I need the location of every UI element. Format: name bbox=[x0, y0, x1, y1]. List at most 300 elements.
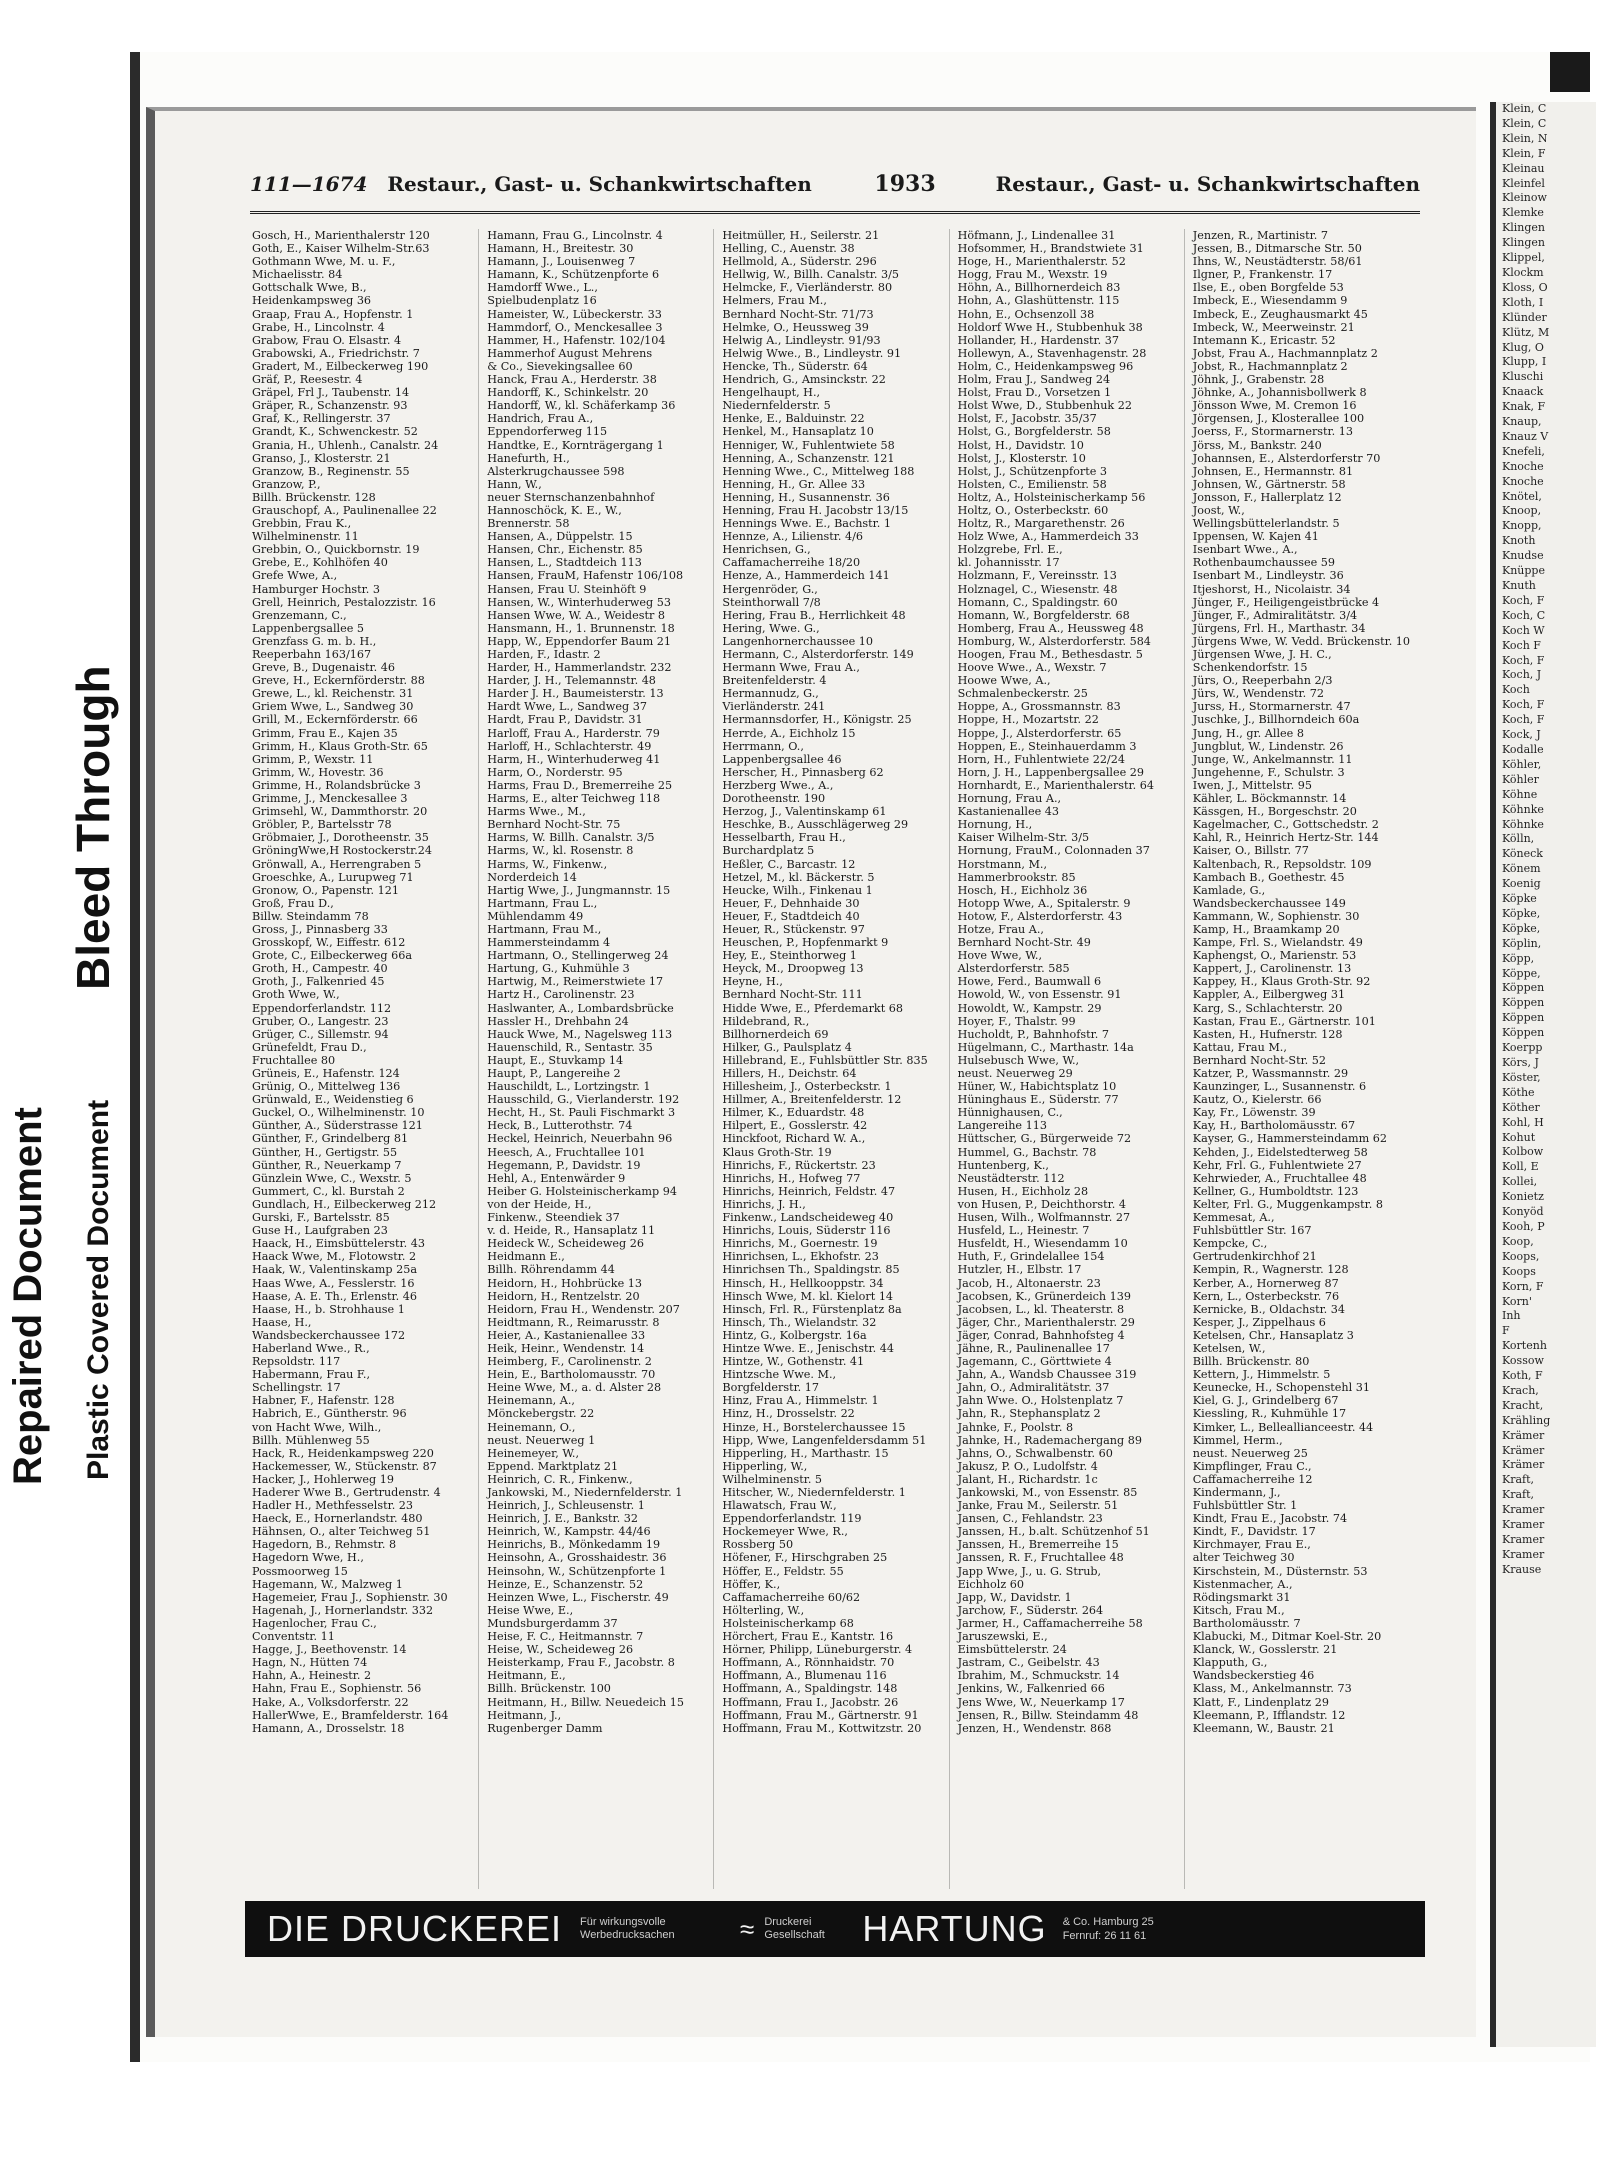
directory-entry: Hartung, G., Kuhmühle 3 bbox=[487, 962, 630, 976]
directory-entry: Hahn, A., Heinestr. 2 bbox=[252, 1669, 372, 1683]
directory-entry: v. d. Heide, R., Hansaplatz 11 bbox=[487, 1224, 656, 1238]
directory-entry: Klanck, W., Gosslerstr. 21 bbox=[1192, 1643, 1338, 1657]
directory-entry: Grimme, J., Menckesallee 3 bbox=[252, 792, 408, 806]
column-5 bbox=[1191, 229, 1420, 1889]
directory-entry: Iwen, J., Mittelstr. 95 bbox=[1192, 778, 1312, 792]
directory-entry: Jankowski, M., Niedernfelderstr. 1 bbox=[487, 1486, 683, 1499]
directory-entry: Wellingsbüttelerlandstr. 5 bbox=[1192, 517, 1340, 531]
directory-entry: Heinrich, W., Kampstr. 44/46 bbox=[487, 1525, 651, 1539]
directory-entry: Kappert, J., Carolinenstr. 13 bbox=[1192, 962, 1352, 976]
directory-entry: Holz Wwe, A., Hammerdeich 33 bbox=[957, 530, 1139, 544]
next-page-entry: Könem bbox=[1502, 862, 1541, 876]
directory-entry: Hogg, Frau M., Wexstr. 19 bbox=[957, 268, 1108, 282]
next-page-entry: Kolbow bbox=[1502, 1145, 1544, 1159]
directory-entry: kl. Johannisstr. 17 bbox=[957, 556, 1060, 570]
directory-entry: & Co., Sievekingsallee 60 bbox=[487, 359, 633, 373]
directory-entry: Gosch, H., Marienthalerstr 120 bbox=[252, 229, 430, 242]
next-page-edge bbox=[1490, 102, 1596, 2047]
repaired-document-label: Repaired Document bbox=[6, 1107, 50, 1485]
directory-entry: Bernhard Nocht-Str. 49 bbox=[957, 936, 1091, 950]
directory-entry: Billh. Brückenstr. 100 bbox=[487, 1682, 611, 1696]
directory-entry: Hammerbrookstr. 85 bbox=[957, 870, 1076, 884]
next-page-entry: Knaup, bbox=[1502, 415, 1542, 429]
directory-entry: Hey, E., Steinthorweg 1 bbox=[722, 949, 857, 963]
directory-entry: Itjeshorst, H., Nicolaistr. 34 bbox=[1192, 582, 1351, 596]
directory-entry: Herzog, J., Valentinskamp 61 bbox=[722, 805, 887, 819]
directory-entry: Repsoldstr. 117 bbox=[252, 1355, 341, 1369]
directory-entry: Hansmann, H., 1. Brunnenstr. 18 bbox=[487, 621, 675, 635]
next-page-entry: Köppen bbox=[1502, 981, 1545, 995]
directory-entry: Hornung, FrauM., Colonnaden 37 bbox=[957, 844, 1150, 858]
directory-entry: Helmers, Frau M., bbox=[722, 294, 827, 308]
directory-entry: Hinrichsen, L., Ekhofstr. 23 bbox=[722, 1250, 879, 1264]
directory-entry: Hintzsche Wwe. M., bbox=[722, 1368, 837, 1382]
ad-address: & Co. Hamburg 25 bbox=[1062, 1916, 1154, 1928]
directory-entry: Jörss, M., Bankstr. 240 bbox=[1192, 438, 1322, 452]
directory-entry: Jarmer, H., Caffamacherreihe 58 bbox=[957, 1616, 1143, 1630]
directory-entry: Jünger, F., Admiralitätstr. 3/4 bbox=[1192, 608, 1358, 622]
directory-entry: Norderdeich 14 bbox=[487, 870, 577, 884]
directory-entry: Grosskopf, W., Eiffestr. 612 bbox=[252, 936, 406, 950]
directory-entry: Kammann, W., Sophienstr. 30 bbox=[1192, 909, 1360, 923]
directory-entry: Heitmann, H., Billw. Neuedeich 15 bbox=[487, 1695, 685, 1709]
directory-entry: Kayser, G., Hammersteindamm 62 bbox=[1192, 1132, 1388, 1146]
directory-entry: Groß, Frau D., bbox=[252, 896, 334, 910]
directory-entry: Haack, H., Eimsbüttelerstr. 43 bbox=[252, 1237, 426, 1251]
directory-entry: Hammdorf, O., Menckesallee 3 bbox=[487, 320, 663, 334]
directory-entry: Griem Wwe, L., Sandweg 30 bbox=[252, 700, 414, 714]
directory-entry: Husfeld, L., Heinestr. 7 bbox=[957, 1224, 1090, 1238]
directory-entry: Jürgens Wwe, W. Vedd. Brückenstr. 10 bbox=[1192, 634, 1411, 648]
directory-entry: Hardt, Frau P., Davidstr. 31 bbox=[487, 713, 643, 727]
directory-entry: Heitmann, E., bbox=[487, 1669, 566, 1683]
directory-entry: Jenzen, H., Wendenstr. 868 bbox=[957, 1721, 1112, 1735]
directory-entry: Jacobsen, K., Grünerdeich 139 bbox=[957, 1289, 1132, 1303]
directory-entry: Hörchert, Frau E., Kantstr. 16 bbox=[722, 1630, 894, 1644]
directory-entry: Bernhard Nocht-Str. 52 bbox=[1192, 1053, 1327, 1067]
directory-entry: Hammerhof August Mehrens bbox=[487, 346, 653, 360]
directory-entry: Ihns, W., Neustädterstr. 58/61 bbox=[1192, 255, 1363, 269]
directory-entry: Haslwanter, A., Lombardsbrücke bbox=[487, 1001, 674, 1015]
directory-entry: Haupt, E., Stuvkamp 14 bbox=[487, 1053, 624, 1067]
directory-entry: Eichholz 60 bbox=[957, 1577, 1025, 1591]
directory-entry: Billh. Brückenstr. 80 bbox=[1192, 1355, 1310, 1369]
directory-entry: Kempcke, C., bbox=[1192, 1237, 1268, 1251]
directory-entry: Haeck, E., Hornerlandstr. 480 bbox=[252, 1512, 423, 1526]
directory-entry: Joost, W., bbox=[1192, 503, 1245, 517]
directory-entry: Ibrahim, M., Schmuckstr. 14 bbox=[957, 1669, 1120, 1683]
directory-entry: Hidde Wwe, E., Pferdemarkt 68 bbox=[722, 1001, 903, 1015]
directory-entry: Karg, S., Schlachterstr. 20 bbox=[1192, 1001, 1343, 1015]
directory-entry: Bernhard Nocht-Str. 71/73 bbox=[722, 307, 874, 321]
directory-entry: Harloff, H., Schlachterstr. 49 bbox=[487, 739, 652, 753]
next-page-entry: Köppe, bbox=[1502, 966, 1541, 980]
directory-entry: Hartig Wwe, J., Jungmannstr. 15 bbox=[487, 883, 671, 897]
directory-entry: Grimm, Frau E., Kajen 35 bbox=[252, 726, 398, 740]
directory-entry: Jensen, R., Billw. Steindamm 48 bbox=[957, 1708, 1139, 1722]
directory-entry: Harloff, Frau A., Harderstr. 79 bbox=[487, 726, 660, 740]
directory-entry: Hammer, H., Hafenstr. 102/104 bbox=[487, 333, 666, 347]
directory-entry: Groth, H., Campestr. 40 bbox=[252, 962, 388, 976]
next-page-entry: Kollei, bbox=[1502, 1175, 1538, 1189]
directory-entry: Jäger, Chr., Marienthalerstr. 29 bbox=[957, 1315, 1135, 1329]
directory-entry: Johnsen, E., Hermannstr. 81 bbox=[1192, 464, 1354, 478]
directory-entry: Heidorn, Frau H., Wendenstr. 207 bbox=[487, 1302, 680, 1316]
next-page-entry: Köplin, bbox=[1502, 936, 1542, 950]
scan-corner-block bbox=[1550, 52, 1590, 92]
next-page-entry: Knoth bbox=[1502, 534, 1536, 548]
directory-entry: Howoldt, W., Kampstr. 29 bbox=[957, 1001, 1102, 1015]
directory-entry: Heinemann, A., bbox=[487, 1394, 575, 1408]
directory-entry: Henniger, W., Fuhlentwiete 58 bbox=[722, 438, 895, 452]
directory-entry: Hamann, J., Louisenweg 7 bbox=[487, 255, 636, 269]
directory-entry: Heinrichs, B., Mönkedamm 19 bbox=[487, 1538, 661, 1552]
directory-entry: Gräf, P., Reesestr. 4 bbox=[252, 373, 363, 387]
directory-entry: Hillebrand, E., Fuhlsbüttler Str. 835 bbox=[722, 1053, 928, 1067]
directory-entry: Hamann, K., Schützenpforte 6 bbox=[487, 268, 660, 282]
directory-entry: Haase, H., b. Strohhause 1 bbox=[252, 1302, 405, 1316]
directory-entry: Hoyer, F., Thalstr. 99 bbox=[957, 1014, 1076, 1028]
next-page-entry: Kramer bbox=[1502, 1503, 1545, 1517]
directory-entry: Schellingstr. 17 bbox=[252, 1381, 341, 1395]
directory-entry: Kamlade, G., bbox=[1192, 883, 1266, 897]
next-page-entry: Koll, E bbox=[1502, 1160, 1539, 1174]
directory-entry: Hahn, Frau E., Sophienstr. 56 bbox=[252, 1682, 422, 1696]
plastic-covered-label: Plastic Covered Document bbox=[82, 1099, 115, 1480]
directory-entry: Hoppe, A., Grossmannstr. 83 bbox=[957, 700, 1121, 714]
directory-entry: Hinrichsen Th., Spaldingstr. 85 bbox=[722, 1263, 900, 1277]
directory-entry: Fuhlsbüttler Str. 1 bbox=[1192, 1499, 1298, 1513]
ad-gesellschaft: Druckerei Gesellschaft bbox=[764, 1916, 825, 1941]
directory-columns bbox=[250, 229, 1420, 1889]
directory-entry: Hotow, F., Alsterdorferstr. 43 bbox=[957, 909, 1123, 923]
directory-page bbox=[146, 107, 1476, 2037]
directory-entry: Hoge, H., Marienthalerstr. 52 bbox=[957, 255, 1126, 269]
left-title: Restaur., Gast- u. Schankwirtschaften bbox=[387, 172, 812, 196]
directory-entry: Jahn, O., Admiralitätstr. 37 bbox=[957, 1381, 1110, 1395]
directory-entry: Hinsch, Th., Wielandstr. 32 bbox=[722, 1315, 877, 1329]
directory-entry: Hinrichs, J. H., bbox=[722, 1197, 806, 1211]
next-page-entry: Klingen bbox=[1502, 221, 1545, 235]
directory-entry: Klapputh, G., bbox=[1192, 1656, 1268, 1670]
directory-entry: Hoove Wwe., A., Wexstr. 7 bbox=[957, 661, 1107, 675]
directory-entry: Brennerstr. 58 bbox=[487, 517, 570, 531]
next-page-entry: Kooh, P bbox=[1502, 1219, 1545, 1233]
directory-entry: Grauschopf, A., Paulinenallee 22 bbox=[252, 503, 437, 517]
directory-entry: Howold, W., von Essenstr. 91 bbox=[957, 988, 1122, 1002]
next-page-entry: Klütz, M bbox=[1502, 325, 1550, 339]
directory-entry: Husen, Wilh., Wolfmannstr. 27 bbox=[957, 1211, 1131, 1225]
directory-entry: Harms, W., Finkenw., bbox=[487, 857, 608, 871]
directory-entry: Höhn, A., Billhornerdeich 83 bbox=[957, 281, 1121, 295]
directory-entry: Finkenw., Steendiek 37 bbox=[487, 1211, 620, 1225]
directory-entry: Jacob, H., Altonaerstr. 23 bbox=[957, 1276, 1101, 1290]
directory-entry: Imbeck, E., Wiesendamm 9 bbox=[1192, 294, 1348, 308]
directory-entry: Ippensen, W. Kajen 41 bbox=[1192, 530, 1319, 544]
directory-entry: Jungblut, W., Lindenstr. 26 bbox=[1192, 739, 1344, 753]
directory-entry: Hoffmann, Frau M., Kottwitzstr. 20 bbox=[722, 1721, 922, 1735]
directory-entry: Jahn Wwe. O., Holstenplatz 7 bbox=[957, 1394, 1124, 1408]
directory-entry: Grenzemann, C., bbox=[252, 608, 347, 622]
directory-entry: Jenzen, R., Martinistr. 7 bbox=[1192, 229, 1328, 242]
directory-entry: Kambach B., Goethestr. 45 bbox=[1192, 870, 1345, 884]
directory-entry: Hartmann, Frau L., bbox=[487, 896, 598, 910]
next-page-entry: Knüppe bbox=[1502, 564, 1545, 578]
directory-entry: Hellwig, W., Billh. Canalstr. 3/5 bbox=[722, 268, 899, 282]
directory-entry: Mundsburgerdamm 37 bbox=[487, 1616, 618, 1630]
directory-entry: Hohn, A., Glashüttenstr. 115 bbox=[957, 294, 1120, 308]
directory-entry: Hölterling, W., bbox=[722, 1603, 805, 1617]
directory-entry: Hehl, A., Entenwärder 9 bbox=[487, 1171, 626, 1185]
directory-entry: Hotze, Frau A., bbox=[957, 922, 1044, 936]
directory-entry: Hendrich, G., Amsinckstr. 22 bbox=[722, 373, 886, 387]
next-page-entry: Knefeli, bbox=[1502, 444, 1545, 458]
directory-entry: Hinsch Wwe, M. kl. Kielort 14 bbox=[722, 1289, 894, 1303]
directory-entry: Junge, W., Ankelmannstr. 11 bbox=[1192, 752, 1353, 766]
directory-entry: Kitsch, Frau M., bbox=[1192, 1603, 1285, 1617]
directory-entry: Hinz, Frau A., Himmelstr. 1 bbox=[722, 1394, 879, 1408]
directory-entry: Grünefeldt, Frau D., bbox=[252, 1040, 367, 1054]
directory-entry: Ilgner, P., Frankenstr. 17 bbox=[1192, 268, 1333, 282]
directory-entry: Kasten, H., Hufnerstr. 128 bbox=[1192, 1027, 1343, 1041]
directory-entry: Grabe, H., Lincolnstr. 4 bbox=[252, 320, 385, 334]
directory-entry: Haak, W., Valentinskamp 25a bbox=[252, 1263, 418, 1277]
directory-entry: Kelter, Frl. G., Muggenkampstr. 8 bbox=[1192, 1197, 1384, 1211]
directory-entry: Gruber, O., Langestr. 23 bbox=[252, 1014, 389, 1028]
directory-entry: Hansen, FrauM, Hafenstr 106/108 bbox=[487, 569, 684, 583]
directory-entry: Mühlendamm 49 bbox=[487, 909, 584, 923]
directory-entry: Kay, Fr., Löwenstr. 39 bbox=[1192, 1106, 1316, 1120]
next-page-entry: Koch, F bbox=[1502, 653, 1545, 667]
directory-entry: Hinrichs, H., Hofweg 77 bbox=[722, 1171, 861, 1185]
directory-entry: Gothmann Wwe, M. u. F., bbox=[252, 255, 396, 269]
next-page-entry: Knoop, bbox=[1502, 504, 1542, 518]
directory-entry: Hagemeier, Frau J., Sophienstr. 30 bbox=[252, 1590, 448, 1604]
directory-entry: Heuer, F., Stadtdeich 40 bbox=[722, 909, 860, 923]
directory-entry: Wandsbeckerchaussee 172 bbox=[252, 1328, 406, 1342]
directory-entry: Hellmold, A., Süderstr. 296 bbox=[722, 255, 877, 269]
directory-entry: Holst, G., Borgfelderstr. 58 bbox=[957, 425, 1111, 439]
directory-entry: Hansen, Chr., Eichenstr. 85 bbox=[487, 543, 643, 557]
directory-entry: Hinckfoot, Richard W. A., bbox=[722, 1132, 866, 1146]
directory-entry: Holdorf Wwe H., Stubbenhuk 38 bbox=[957, 320, 1143, 334]
directory-entry: Gurski, F., Bartelsstr. 85 bbox=[252, 1211, 390, 1225]
directory-entry: Heinsohn, W., Schützenpforte 1 bbox=[487, 1564, 667, 1578]
directory-entry: Billh. Brückenstr. 128 bbox=[252, 490, 376, 504]
directory-entry: Horn, J. H., Lappenbergsallee 29 bbox=[957, 765, 1145, 779]
next-page-entry: Koch bbox=[1502, 683, 1530, 697]
directory-entry: Holznagel, C., Wiesenstr. 48 bbox=[957, 582, 1118, 596]
directory-entry: Hornung, H., bbox=[957, 818, 1033, 832]
directory-entry: Jahn, A., Wandsb Chaussee 319 bbox=[957, 1368, 1137, 1382]
directory-entry: Henkel, M., Hansaplatz 10 bbox=[722, 425, 874, 439]
next-page-entry: F bbox=[1502, 1324, 1510, 1338]
directory-entry: Hagedorn Wwe, H., bbox=[252, 1551, 364, 1565]
next-page-entry: Krähling bbox=[1502, 1413, 1551, 1427]
directory-entry: Heitmüller, H., Seilerstr. 21 bbox=[722, 229, 880, 242]
directory-entry: Heier, A., Kastanienallee 33 bbox=[487, 1328, 646, 1342]
directory-entry: Günther, A., Süderstrasse 121 bbox=[252, 1119, 423, 1133]
directory-entry: Grüger, C., Sillemstr. 94 bbox=[252, 1027, 389, 1041]
directory-entry: Kattau, Frau M., bbox=[1192, 1040, 1287, 1054]
directory-entry: Groeschke, A., Lurupweg 71 bbox=[252, 870, 414, 884]
directory-entry: Haack Wwe, M., Flotowstr. 2 bbox=[252, 1250, 417, 1264]
directory-entry: Fuhlsbüttler Str. 167 bbox=[1192, 1224, 1312, 1238]
directory-entry: Jenkins, W., Falkenried 66 bbox=[957, 1682, 1105, 1696]
directory-entry: Horstmann, M., bbox=[957, 857, 1048, 871]
directory-entry: Kiessling, R., Kuhmühle 17 bbox=[1192, 1407, 1347, 1421]
directory-entry: Heimberg, F., Carolinenstr. 2 bbox=[487, 1355, 652, 1369]
directory-entry: Homburg, W., Alsterdorferstr. 584 bbox=[957, 634, 1151, 648]
directory-entry: Heinzen Wwe, L., Fischerstr. 49 bbox=[487, 1590, 669, 1604]
directory-entry: Kimpflinger, Frau C., bbox=[1192, 1459, 1312, 1473]
directory-entry: Kähler, L. Böckmannstr. 14 bbox=[1192, 792, 1347, 806]
directory-entry: Ketelsen, W., bbox=[1192, 1341, 1266, 1355]
next-page-entry: Krämer bbox=[1502, 1458, 1545, 1472]
directory-entry: Gross, J., Pinnasberg 33 bbox=[252, 922, 388, 936]
directory-entry: Hummel, G., Bachstr. 78 bbox=[957, 1145, 1097, 1159]
directory-entry: Hoffmann, Frau M., Gärtnerstr. 91 bbox=[722, 1708, 919, 1722]
directory-entry: Billh. Mühlenweg 55 bbox=[252, 1433, 370, 1447]
directory-entry: Hornung, Frau A., bbox=[957, 792, 1062, 806]
directory-entry: Hüttscher, G., Bürgerweide 72 bbox=[957, 1132, 1132, 1146]
wave-logo-icon: ≈ bbox=[740, 1913, 755, 1944]
directory-entry: Jahnke, H., Rademachergang 89 bbox=[957, 1433, 1142, 1447]
directory-entry: Hering, Frau B., Herrlichkeit 48 bbox=[722, 608, 906, 622]
directory-entry: Harder, J. H., Telemannstr. 48 bbox=[487, 674, 656, 688]
directory-entry: Hein, E., Bartholomausstr. 70 bbox=[487, 1368, 656, 1382]
directory-entry: Harder J. H., Baumeisterstr. 13 bbox=[487, 687, 664, 701]
directory-entry: Hegemann, P., Davidstr. 19 bbox=[487, 1158, 641, 1172]
directory-entry: Kindt, F., Davidstr. 17 bbox=[1192, 1525, 1316, 1539]
directory-entry: Keunecke, H., Schopenstehl 31 bbox=[1192, 1381, 1370, 1395]
directory-entry: Grüneis, E., Hafenstr. 124 bbox=[252, 1067, 400, 1080]
directory-entry: Holzmann, F., Vereinsstr. 13 bbox=[957, 569, 1117, 583]
directory-entry: Klaus Groth-Str. 19 bbox=[722, 1145, 832, 1159]
directory-entry: Kaiser Wilhelm-Str. 3/5 bbox=[957, 831, 1090, 845]
directory-entry: Possmoorweg 15 bbox=[252, 1564, 348, 1578]
directory-entry: Goth, E., Kaiser Wilhelm-Str.63 bbox=[252, 242, 430, 256]
next-page-entry: Kock, J bbox=[1502, 728, 1541, 742]
directory-entry: Heucke, Wilh., Finkenau 1 bbox=[722, 883, 873, 897]
directory-entry: Hinrichs, F., Rückertstr. 23 bbox=[722, 1158, 876, 1172]
next-page-entry: Kohl, H bbox=[1502, 1115, 1544, 1129]
directory-entry: Herscher, H., Pinnasberg 62 bbox=[722, 765, 884, 779]
directory-entry: Heinemann, O., bbox=[487, 1420, 576, 1434]
directory-entry: Billh. Röhrendamm 44 bbox=[487, 1263, 615, 1277]
directory-entry: Jünger, F., Heiligengeistbrücke 4 bbox=[1192, 595, 1380, 609]
directory-entry: Henke, E., Balduinstr. 22 bbox=[722, 412, 865, 426]
directory-entry: Hörner, Philipp, Lüneburgerstr. 4 bbox=[722, 1643, 913, 1657]
next-page-entry: Köppen bbox=[1502, 1026, 1545, 1040]
directory-entry: Grebe, E., Kohlhöfen 40 bbox=[252, 556, 388, 570]
directory-entry: Steinthorwall 7/8 bbox=[722, 595, 821, 609]
directory-entry: Holtz, O., Osterbeckstr. 60 bbox=[957, 503, 1109, 517]
directory-entry: Jahn, R., Stephansplatz 2 bbox=[957, 1407, 1101, 1421]
next-page-entry: Körs, J bbox=[1502, 1056, 1539, 1069]
next-page-entry: Kramer bbox=[1502, 1518, 1545, 1532]
directory-entry: Hannoschöck, K. E., W., bbox=[487, 503, 622, 517]
directory-entry: Eimsbüttelerstr. 24 bbox=[957, 1643, 1067, 1657]
directory-entry: Heinze, E., Schanzenstr. 52 bbox=[487, 1577, 644, 1591]
directory-entry: Hulsebusch Wwe, W., bbox=[957, 1053, 1080, 1067]
directory-entry: Hagge, J., Beethovenstr. 14 bbox=[252, 1643, 407, 1657]
directory-entry: Kampe, Frl. S., Wielandstr. 49 bbox=[1192, 936, 1363, 950]
directory-entry: Grabowski, A., Friedrichstr. 7 bbox=[252, 346, 420, 360]
directory-entry: Schenkendorfstr. 15 bbox=[1192, 661, 1308, 675]
directory-entry: Ketelsen, Chr., Hansaplatz 3 bbox=[1192, 1328, 1354, 1342]
directory-entry: Homann, C., Spaldingstr. 60 bbox=[957, 595, 1118, 609]
directory-entry: neust. Neuerweg 1 bbox=[487, 1433, 596, 1447]
directory-entry: Kirchmayer, Frau E., bbox=[1192, 1538, 1311, 1552]
directory-entry: Heschke, B., Ausschlägerweg 29 bbox=[722, 818, 909, 832]
directory-entry: Alsterdorferstr. 585 bbox=[957, 962, 1070, 976]
directory-entry: Hencke, Th., Süderstr. 64 bbox=[722, 359, 868, 373]
directory-entry: Hausschild, G., Vierlanderstr. 192 bbox=[487, 1093, 680, 1107]
directory-entry: Kirschstein, M., Düsternstr. 53 bbox=[1192, 1564, 1368, 1578]
directory-entry: Habrich, E., Güntherstr. 96 bbox=[252, 1407, 407, 1421]
directory-entry: Janssen, H., b.alt. Schützenhof 51 bbox=[957, 1525, 1150, 1539]
directory-entry: Hennze, A., Lilienstr. 4/6 bbox=[722, 530, 864, 544]
directory-entry: Langereihe 113 bbox=[957, 1119, 1047, 1133]
page-header bbox=[250, 171, 1420, 214]
directory-entry: Hinrichs, M., Goernestr. 19 bbox=[722, 1237, 878, 1251]
directory-entry: Kay, H., Bartholomäusstr. 67 bbox=[1192, 1119, 1356, 1133]
next-page-entry: Korn, F bbox=[1502, 1279, 1544, 1293]
directory-entry: Hähnsen, O., alter Teichweg 51 bbox=[252, 1525, 431, 1539]
directory-entry: Hüner, W., Habichtsplatz 10 bbox=[957, 1080, 1117, 1094]
directory-entry: Kastanienallee 43 bbox=[957, 805, 1059, 819]
next-page-entry: Köneck bbox=[1502, 847, 1543, 861]
directory-entry: Harms, Frau D., Bremerreihe 25 bbox=[487, 778, 673, 792]
next-page-entry: Knoche bbox=[1502, 459, 1544, 473]
directory-entry: Hartwig, M., Reimerstwiete 17 bbox=[487, 975, 664, 989]
directory-entry: Hagenlocher, Frau C., bbox=[252, 1616, 377, 1630]
directory-entry: Hünnighausen, C., bbox=[957, 1106, 1063, 1120]
directory-entry: Klass, M., Ankelmannstr. 73 bbox=[1192, 1682, 1352, 1696]
advertisement-band bbox=[245, 1901, 1425, 1957]
next-page-entry: Knak, F bbox=[1502, 400, 1546, 414]
directory-entry: Haas Wwe, A., Fesslerstr. 16 bbox=[252, 1276, 415, 1290]
directory-entry: Hintze Wwe. E., Jenischstr. 44 bbox=[722, 1341, 894, 1355]
page-number: 111—1674 bbox=[250, 172, 368, 196]
directory-entry: Hammersteindamm 4 bbox=[487, 936, 611, 950]
directory-entry: Grill, M., Eckernförderstr. 66 bbox=[252, 713, 418, 727]
directory-entry: Gröbmaier, J., Dorotheenstr. 35 bbox=[252, 831, 429, 845]
directory-entry: Kautz, O., Kielerstr. 66 bbox=[1192, 1093, 1322, 1107]
directory-entry: Kindermann, J., bbox=[1192, 1486, 1281, 1499]
next-page-entry: Koch, F bbox=[1502, 698, 1545, 712]
directory-entry: Spielbudenplatz 16 bbox=[487, 294, 597, 308]
next-page-entry: Koops bbox=[1502, 1264, 1536, 1278]
directory-entry: Heuer, F., Dehnhaide 30 bbox=[722, 896, 860, 910]
directory-entry: Holm, C., Heidenkampsweg 96 bbox=[957, 359, 1134, 373]
directory-entry: Greve, H., Eckernförderstr. 88 bbox=[252, 674, 425, 688]
directory-entry: Wilhelminenstr. 5 bbox=[722, 1472, 823, 1486]
directory-entry: Homann, W., Borgfelderstr. 68 bbox=[957, 608, 1130, 622]
directory-entry: Hilmer, K., Eduardstr. 48 bbox=[722, 1106, 865, 1120]
directory-entry: Hesselbarth, Frau H., bbox=[722, 831, 846, 845]
bleed-through-label: Bleed Through bbox=[67, 665, 119, 990]
directory-entry: Harms Wwe., M., bbox=[487, 805, 586, 819]
directory-entry: GröningWwe,H Rostockerstr.24 bbox=[252, 844, 433, 858]
next-page-entry: Kodalle bbox=[1502, 742, 1544, 756]
directory-entry: Hintz, G., Kolbergstr. 16a bbox=[722, 1328, 867, 1342]
directory-entry: Heuschen, P., Hopfenmarkt 9 bbox=[722, 936, 889, 950]
directory-entry: Hove Wwe, W., bbox=[957, 949, 1043, 963]
directory-entry: Hennings Wwe. E., Bachstr. 1 bbox=[722, 517, 892, 531]
directory-entry: Haupt, P., Langereihe 2 bbox=[487, 1067, 621, 1080]
